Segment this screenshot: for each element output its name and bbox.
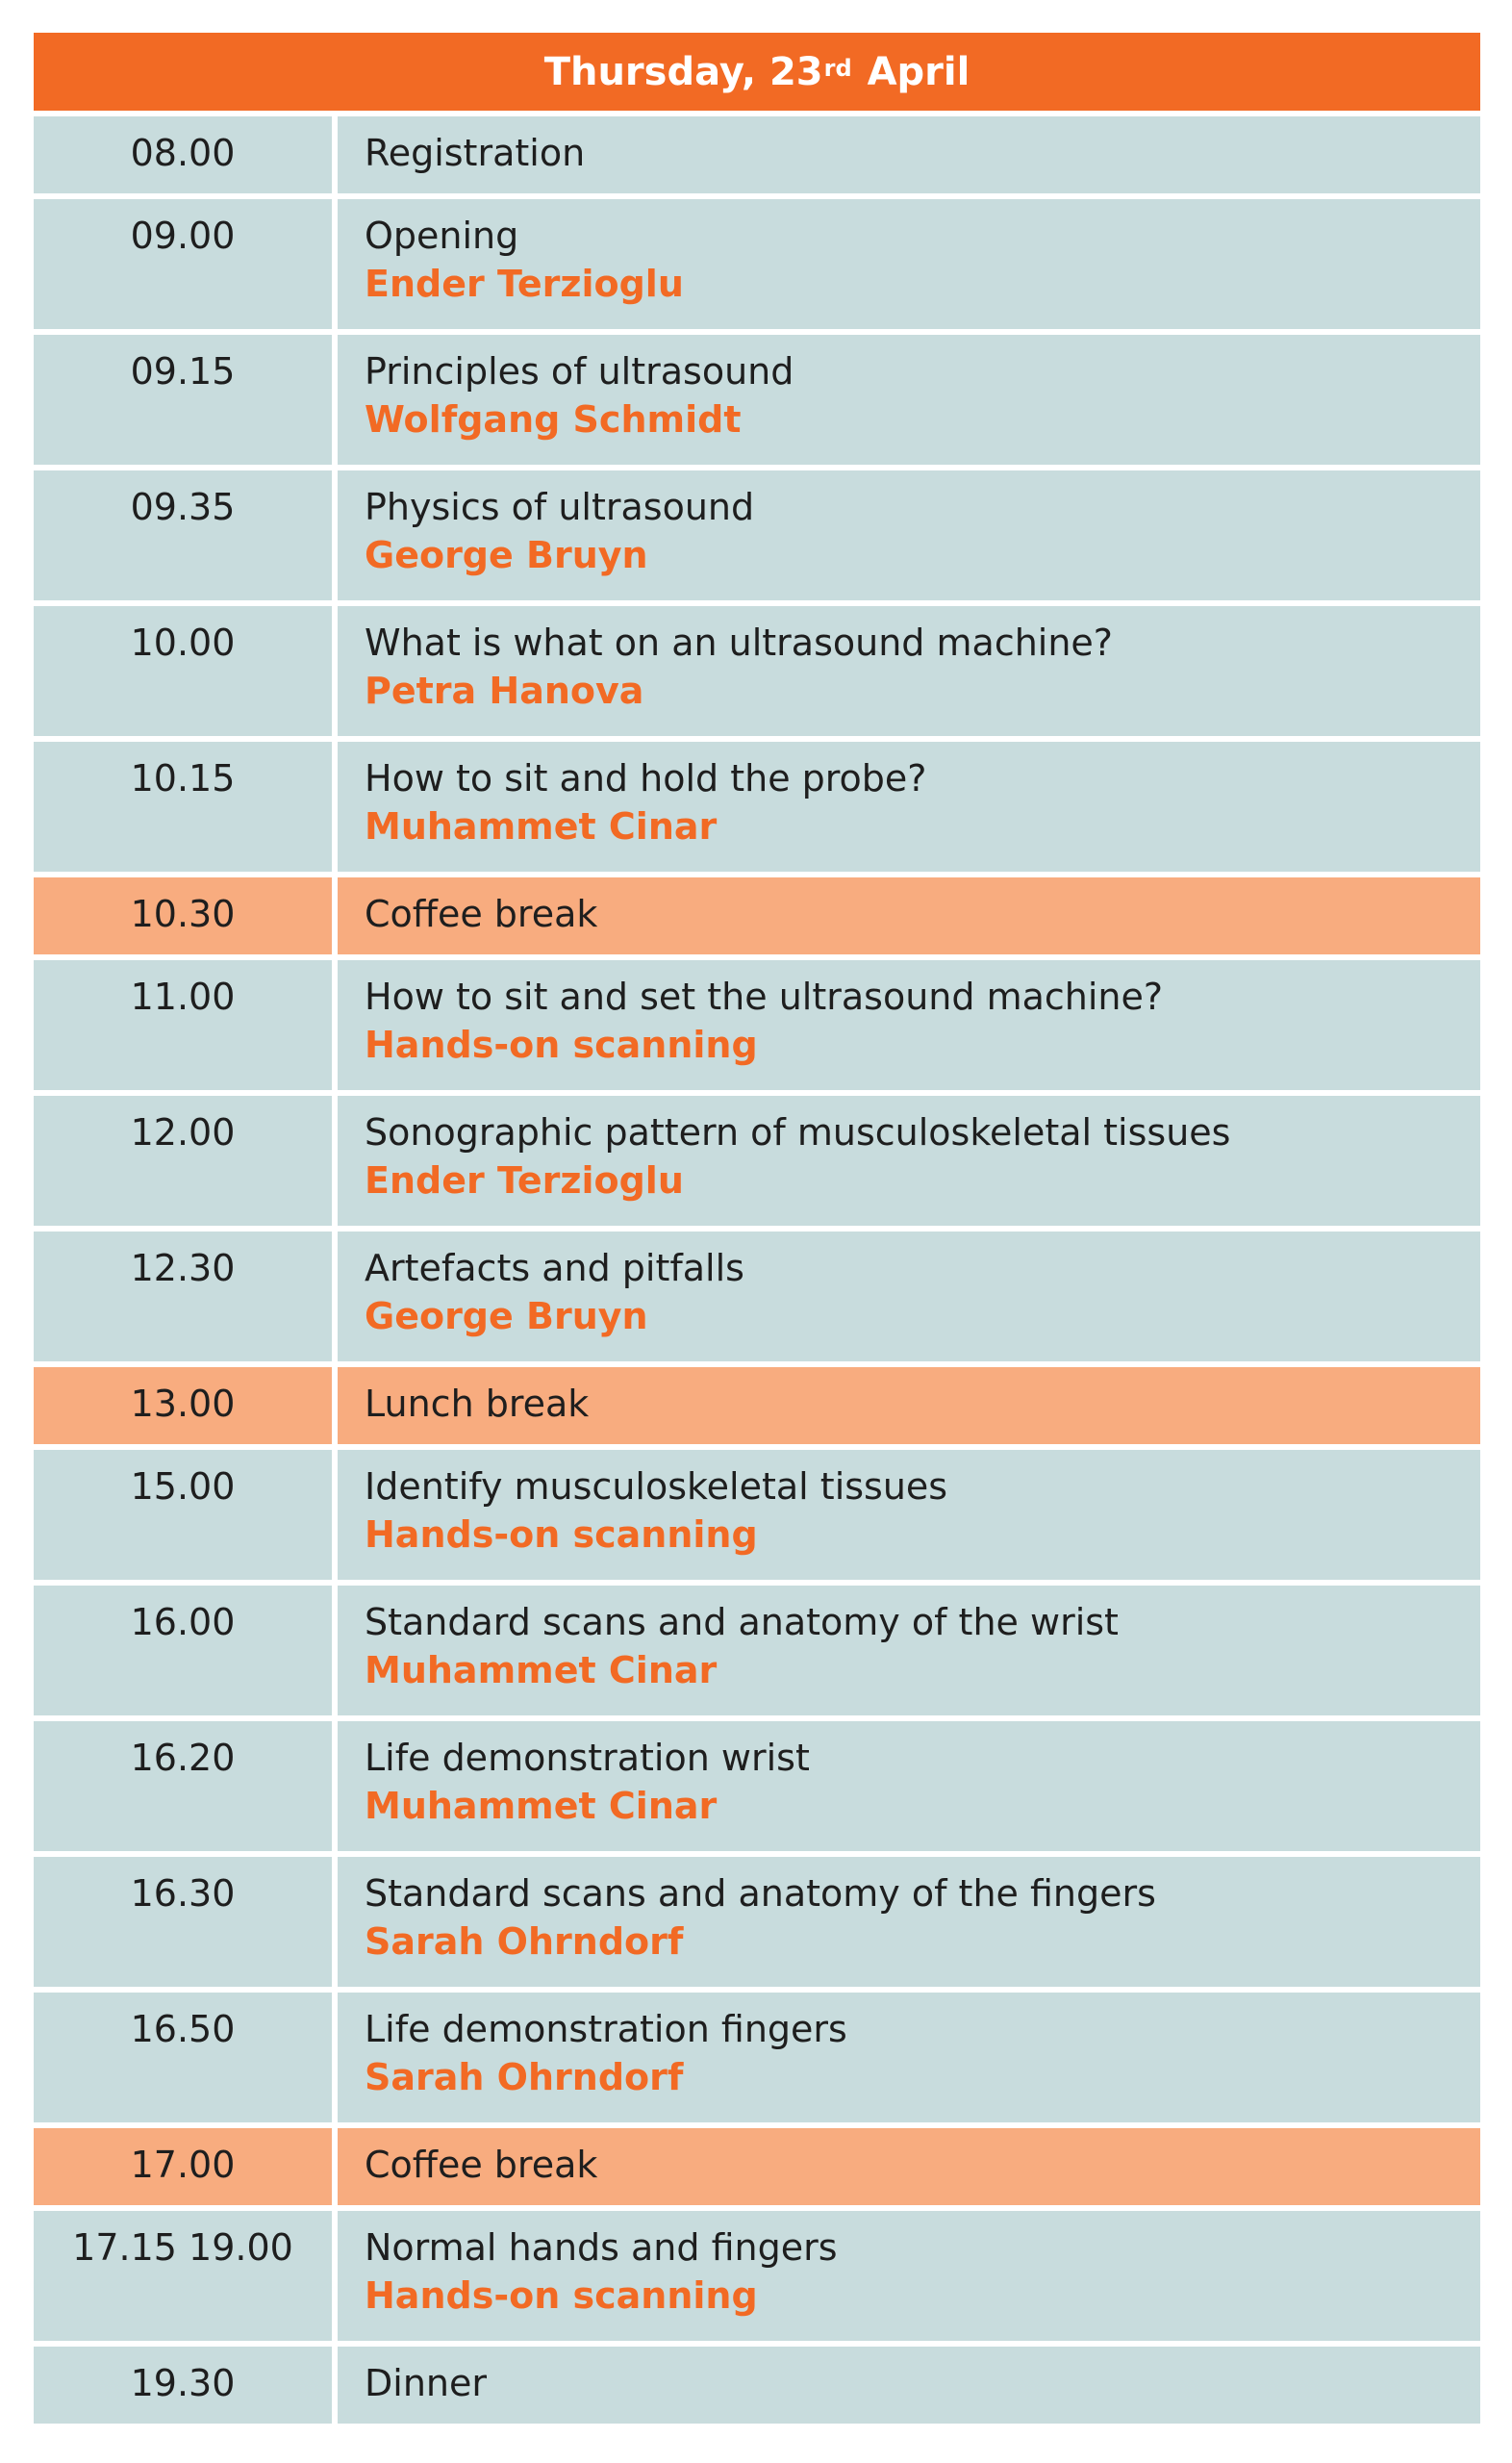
session-cell [338, 1096, 1480, 1226]
time-cell: 16.00 [34, 1586, 332, 1715]
session-speaker: Wolfgang Schmidt [365, 398, 742, 441]
time-cell: 12.30 [34, 1232, 332, 1361]
time-cell: 16.30 [34, 1857, 332, 1987]
time-cell: 08.00 [34, 116, 332, 193]
schedule-header [34, 33, 1480, 111]
session-title: Artefacts and pitfalls [365, 1247, 744, 1289]
session-speaker: George Bruyn [365, 534, 648, 576]
break-row [34, 2128, 1480, 2205]
time-cell: 10.15 [34, 742, 332, 872]
session-speaker: George Bruyn [365, 1295, 648, 1337]
time-cell: 17.15 19.00 [34, 2211, 332, 2341]
session-title: Registration [365, 132, 586, 174]
schedule-row [34, 960, 1480, 1090]
session-cell [338, 470, 1480, 600]
session-cell [338, 1857, 1480, 1987]
session-speaker: Muhammet Cinar [365, 805, 718, 848]
session-title: Standard scans and anatomy of the fingers [365, 1872, 1156, 1915]
schedule-row [34, 2347, 1480, 2424]
schedule-table [34, 33, 1480, 2429]
session-title: Coffee break [365, 893, 598, 935]
schedule-row [34, 1586, 1480, 1715]
session-title: Sonographic pattern of musculoskeletal tissues [365, 1111, 1231, 1154]
schedule-row [34, 199, 1480, 329]
session-speaker: Sarah Ohrndorf [365, 1920, 684, 1963]
time-cell: 15.00 [34, 1450, 332, 1580]
time-cell: 10.00 [34, 606, 332, 736]
time-cell: 19.30 [34, 2347, 332, 2424]
header-ordinal-suffix: rd [823, 54, 852, 82]
session-cell [338, 116, 1480, 193]
session-speaker: Hands-on scanning [365, 2274, 758, 2317]
header-day: Thursday, 23 [543, 49, 823, 94]
session-title: What is what on an ultrasound machine? [365, 622, 1113, 664]
session-speaker: Hands-on scanning [365, 1024, 758, 1066]
schedule-row [34, 1857, 1480, 1987]
schedule-row [34, 1721, 1480, 1851]
session-cell [338, 2347, 1480, 2424]
session-cell [338, 1450, 1480, 1580]
session-speaker: Petra Hanova [365, 670, 644, 712]
time-cell: 09.35 [34, 470, 332, 600]
time-cell: 09.00 [34, 199, 332, 329]
header-month: April [867, 49, 970, 94]
session-cell [338, 199, 1480, 329]
session-cell [338, 1367, 1480, 1444]
schedule-rows [34, 116, 1480, 2424]
session-title: Coffee break [365, 2144, 598, 2186]
schedule-row [34, 470, 1480, 600]
schedule-row [34, 742, 1480, 872]
session-title: Opening [365, 215, 519, 257]
time-cell: 16.50 [34, 1993, 332, 2122]
session-speaker: Sarah Ohrndorf [365, 2056, 684, 2098]
schedule-row [34, 2211, 1480, 2341]
session-cell [338, 2211, 1480, 2341]
session-cell [338, 960, 1480, 1090]
session-cell [338, 1721, 1480, 1851]
schedule-row [34, 1993, 1480, 2122]
schedule-row [34, 1232, 1480, 1361]
session-cell [338, 1993, 1480, 2122]
time-cell: 09.15 [34, 335, 332, 465]
session-title: Life demonstration wrist [365, 1737, 810, 1779]
session-speaker: Muhammet Cinar [365, 1649, 718, 1691]
session-cell [338, 1232, 1480, 1361]
break-row [34, 877, 1480, 954]
session-title: Identify musculoskeletal tissues [365, 1465, 948, 1508]
session-title: Principles of ultrasound [365, 350, 794, 393]
session-title: Physics of ultrasound [365, 486, 755, 528]
session-title: Life demonstration fingers [365, 2008, 847, 2050]
schedule-row [34, 1450, 1480, 1580]
time-cell: 11.00 [34, 960, 332, 1090]
time-cell: 16.20 [34, 1721, 332, 1851]
session-cell [338, 742, 1480, 872]
session-cell [338, 606, 1480, 736]
time-cell: 13.00 [34, 1367, 332, 1444]
session-speaker: Ender Terzioglu [365, 263, 684, 305]
schedule-row [34, 335, 1480, 465]
session-cell [338, 2128, 1480, 2205]
time-cell: 10.30 [34, 877, 332, 954]
session-cell [338, 1586, 1480, 1715]
session-cell [338, 877, 1480, 954]
session-speaker: Hands-on scanning [365, 1513, 758, 1556]
time-cell: 17.00 [34, 2128, 332, 2205]
session-title: How to sit and set the ultrasound machine? [365, 976, 1164, 1018]
schedule-row [34, 116, 1480, 193]
session-title: Normal hands and fingers [365, 2226, 838, 2269]
schedule-row [34, 606, 1480, 736]
session-speaker: Muhammet Cinar [365, 1785, 718, 1827]
session-speaker: Ender Terzioglu [365, 1159, 684, 1202]
session-title: Dinner [365, 2362, 487, 2404]
schedule-row [34, 1096, 1480, 1226]
break-row [34, 1367, 1480, 1444]
session-cell [338, 335, 1480, 465]
session-title: Lunch break [365, 1383, 590, 1425]
session-title: How to sit and hold the probe? [365, 757, 927, 800]
session-title: Standard scans and anatomy of the wrist [365, 1601, 1119, 1643]
time-cell: 12.00 [34, 1096, 332, 1226]
